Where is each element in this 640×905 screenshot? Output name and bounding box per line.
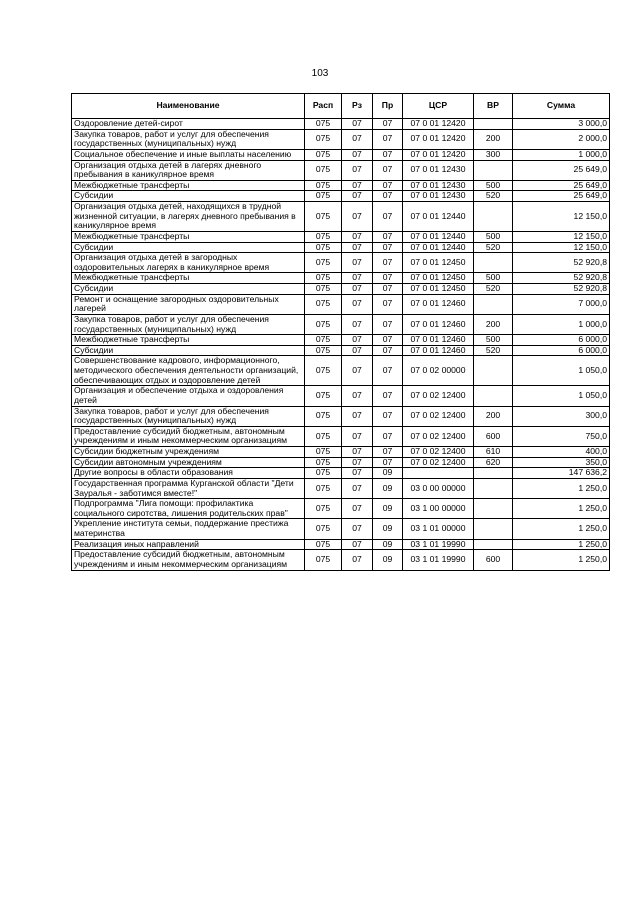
cell-name: Субсидии — [72, 242, 305, 253]
cell-vr — [474, 519, 513, 539]
cell-vr: 600 — [474, 550, 513, 570]
table-row — [72, 447, 610, 458]
cell-vr — [474, 160, 513, 180]
cell-name: Совершенствование кадрового, информационного, методического обеспечения деятельности организаций, обеспечивающих отдых и оздоровление детей — [72, 356, 305, 386]
cell-sum: 25 649,0 — [513, 160, 610, 180]
cell-vr — [474, 478, 513, 498]
cell-rz: 07 — [342, 119, 373, 130]
cell-vr — [474, 119, 513, 130]
cell-vr: 520 — [474, 191, 513, 202]
table-row — [72, 345, 610, 356]
cell-rz: 07 — [342, 129, 373, 149]
cell-rz: 07 — [342, 550, 373, 570]
budget-table — [71, 93, 610, 571]
cell-pr: 09 — [373, 550, 403, 570]
header-rasp: Расп — [305, 94, 342, 119]
cell-pr: 07 — [373, 242, 403, 253]
cell-rasp: 075 — [305, 242, 342, 253]
cell-rasp: 075 — [305, 284, 342, 295]
cell-csr: 07 0 01 12430 — [403, 180, 474, 191]
cell-rz: 07 — [342, 539, 373, 550]
cell-rasp: 075 — [305, 335, 342, 346]
table-row — [72, 284, 610, 295]
cell-csr: 07 0 02 12400 — [403, 426, 474, 446]
table-row — [72, 180, 610, 191]
cell-rz: 07 — [342, 284, 373, 295]
cell-sum: 7 000,0 — [513, 294, 610, 314]
table-row — [72, 273, 610, 284]
cell-rz: 07 — [342, 386, 373, 406]
cell-pr: 07 — [373, 129, 403, 149]
table-row — [72, 478, 610, 498]
cell-vr: 610 — [474, 447, 513, 458]
cell-name: Субсидии автономным учреждениям — [72, 457, 305, 468]
cell-name: Другие вопросы в области образования — [72, 468, 305, 479]
cell-rasp: 075 — [305, 294, 342, 314]
table-row — [72, 129, 610, 149]
cell-csr: 03 1 00 00000 — [403, 499, 474, 519]
cell-rasp: 075 — [305, 478, 342, 498]
cell-csr: 07 0 01 12450 — [403, 253, 474, 273]
cell-sum: 3 000,0 — [513, 119, 610, 130]
cell-pr: 07 — [373, 119, 403, 130]
cell-rasp: 075 — [305, 356, 342, 386]
cell-rz: 07 — [342, 253, 373, 273]
cell-rasp: 075 — [305, 499, 342, 519]
cell-csr: 03 0 00 00000 — [403, 478, 474, 498]
cell-rz: 07 — [342, 335, 373, 346]
cell-vr: 200 — [474, 406, 513, 426]
cell-csr: 07 0 02 12400 — [403, 457, 474, 468]
cell-pr: 09 — [373, 478, 403, 498]
cell-name: Межбюджетные трансферты — [72, 273, 305, 284]
cell-rz: 07 — [342, 478, 373, 498]
cell-rasp: 075 — [305, 160, 342, 180]
cell-pr: 09 — [373, 499, 403, 519]
header-sum: Сумма — [513, 94, 610, 119]
cell-pr: 07 — [373, 426, 403, 446]
table-row — [72, 335, 610, 346]
table-row — [72, 550, 610, 570]
cell-rasp: 075 — [305, 149, 342, 160]
table-row — [72, 149, 610, 160]
cell-sum: 750,0 — [513, 426, 610, 446]
cell-rasp: 075 — [305, 191, 342, 202]
cell-name: Организация отдыха детей в лагерях дневного пребывания в каникулярное время — [72, 160, 305, 180]
table-row — [72, 426, 610, 446]
cell-sum: 1 000,0 — [513, 314, 610, 334]
cell-sum: 1 000,0 — [513, 149, 610, 160]
cell-pr: 07 — [373, 447, 403, 458]
cell-pr: 07 — [373, 149, 403, 160]
cell-pr: 07 — [373, 253, 403, 273]
cell-pr: 07 — [373, 314, 403, 334]
cell-rasp: 075 — [305, 406, 342, 426]
table-row — [72, 191, 610, 202]
cell-rz: 07 — [342, 231, 373, 242]
cell-pr: 07 — [373, 191, 403, 202]
cell-rasp: 075 — [305, 539, 342, 550]
table-row — [72, 468, 610, 479]
cell-sum: 25 649,0 — [513, 180, 610, 191]
cell-rz: 07 — [342, 160, 373, 180]
cell-sum: 6 000,0 — [513, 345, 610, 356]
cell-rasp: 075 — [305, 129, 342, 149]
cell-sum: 2 000,0 — [513, 129, 610, 149]
cell-pr: 07 — [373, 284, 403, 295]
cell-rasp: 075 — [305, 273, 342, 284]
cell-sum: 147 636,2 — [513, 468, 610, 479]
cell-csr — [403, 468, 474, 479]
cell-vr: 520 — [474, 242, 513, 253]
cell-csr: 07 0 01 12430 — [403, 160, 474, 180]
header-name: Наименование — [72, 94, 305, 119]
cell-sum: 52 920,8 — [513, 284, 610, 295]
table-row — [72, 314, 610, 334]
cell-vr: 200 — [474, 314, 513, 334]
cell-sum: 350,0 — [513, 457, 610, 468]
cell-pr: 07 — [373, 356, 403, 386]
cell-name: Укрепление института семьи, поддержание престижа материнства — [72, 519, 305, 539]
cell-sum: 300,0 — [513, 406, 610, 426]
cell-vr: 520 — [474, 345, 513, 356]
cell-vr — [474, 499, 513, 519]
cell-csr: 07 0 01 12440 — [403, 202, 474, 232]
cell-csr: 03 1 01 19990 — [403, 550, 474, 570]
table-row — [72, 202, 610, 232]
cell-rasp: 075 — [305, 253, 342, 273]
cell-sum: 52 920,8 — [513, 273, 610, 284]
cell-vr: 300 — [474, 149, 513, 160]
cell-rasp: 075 — [305, 426, 342, 446]
cell-rasp: 075 — [305, 550, 342, 570]
cell-rasp: 075 — [305, 314, 342, 334]
cell-csr: 03 1 01 19990 — [403, 539, 474, 550]
table-row — [72, 294, 610, 314]
cell-vr: 520 — [474, 284, 513, 295]
table-row — [72, 253, 610, 273]
cell-rasp: 075 — [305, 519, 342, 539]
cell-name: Межбюджетные трансферты — [72, 180, 305, 191]
cell-name: Субсидии — [72, 191, 305, 202]
cell-pr: 07 — [373, 457, 403, 468]
cell-vr — [474, 202, 513, 232]
cell-rasp: 075 — [305, 457, 342, 468]
cell-sum: 52 920,8 — [513, 253, 610, 273]
table-row — [72, 539, 610, 550]
cell-name: Закупка товаров, работ и услуг для обеспечения государственных (муниципальных) нужд — [72, 129, 305, 149]
cell-name: Подпрограмма "Лига помощи: профилактика социального сиротства, лишения родительских прав" — [72, 499, 305, 519]
cell-csr: 07 0 01 12420 — [403, 149, 474, 160]
cell-rz: 07 — [342, 294, 373, 314]
table-row — [72, 519, 610, 539]
cell-vr — [474, 468, 513, 479]
cell-name: Государственная программа Курганской области "Дети Зауралья - заботимся вместе!" — [72, 478, 305, 498]
cell-pr: 09 — [373, 468, 403, 479]
cell-name: Субсидии — [72, 345, 305, 356]
cell-sum: 1 250,0 — [513, 519, 610, 539]
table-header-row — [72, 94, 610, 119]
table-row — [72, 356, 610, 386]
cell-vr — [474, 539, 513, 550]
cell-csr: 07 0 01 12460 — [403, 294, 474, 314]
cell-name: Организация отдыха детей, находящихся в трудной жизненной ситуации, в лагерях дневного пребывания в каникулярное время — [72, 202, 305, 232]
cell-pr: 09 — [373, 519, 403, 539]
cell-name: Ремонт и оснащение загородных оздоровительных лагерей — [72, 294, 305, 314]
cell-vr: 500 — [474, 273, 513, 284]
cell-sum: 1 250,0 — [513, 550, 610, 570]
cell-sum: 12 150,0 — [513, 231, 610, 242]
cell-pr: 07 — [373, 345, 403, 356]
cell-csr: 07 0 01 12430 — [403, 191, 474, 202]
cell-rz: 07 — [342, 180, 373, 191]
cell-vr — [474, 253, 513, 273]
cell-name: Межбюджетные трансферты — [72, 335, 305, 346]
cell-csr: 07 0 01 12440 — [403, 242, 474, 253]
cell-rz: 07 — [342, 191, 373, 202]
cell-sum: 1 250,0 — [513, 539, 610, 550]
table-row — [72, 242, 610, 253]
cell-vr: 620 — [474, 457, 513, 468]
cell-name: Субсидии бюджетным учреждениям — [72, 447, 305, 458]
cell-csr: 07 0 01 12450 — [403, 284, 474, 295]
cell-pr: 07 — [373, 406, 403, 426]
cell-csr: 07 0 02 12400 — [403, 386, 474, 406]
cell-csr: 07 0 01 12460 — [403, 314, 474, 334]
cell-pr: 07 — [373, 202, 403, 232]
cell-rz: 07 — [342, 149, 373, 160]
cell-name: Организация отдыха детей в загородных оздоровительных лагерях в каникулярное время — [72, 253, 305, 273]
cell-name: Реализация иных направлений — [72, 539, 305, 550]
cell-rasp: 075 — [305, 202, 342, 232]
cell-rz: 07 — [342, 202, 373, 232]
cell-rasp: 075 — [305, 180, 342, 191]
cell-name: Организация и обеспечение отдыха и оздоровления детей — [72, 386, 305, 406]
page-number: 103 — [311, 68, 329, 79]
cell-pr: 07 — [373, 180, 403, 191]
cell-rz: 07 — [342, 406, 373, 426]
cell-rz: 07 — [342, 314, 373, 334]
cell-vr: 500 — [474, 231, 513, 242]
cell-name: Социальное обеспечение и иные выплаты населению — [72, 149, 305, 160]
cell-rz: 07 — [342, 356, 373, 386]
cell-rz: 07 — [342, 447, 373, 458]
cell-pr: 09 — [373, 539, 403, 550]
table-row — [72, 160, 610, 180]
table-row — [72, 386, 610, 406]
cell-rasp: 075 — [305, 345, 342, 356]
cell-pr: 07 — [373, 160, 403, 180]
cell-vr: 200 — [474, 129, 513, 149]
cell-sum: 12 150,0 — [513, 202, 610, 232]
header-rz: Рз — [342, 94, 373, 119]
cell-csr: 07 0 01 12460 — [403, 345, 474, 356]
cell-name: Закупка товаров, работ и услуг для обеспечения государственных (муниципальных) нужд — [72, 406, 305, 426]
cell-rasp: 075 — [305, 447, 342, 458]
cell-csr: 07 0 01 12440 — [403, 231, 474, 242]
cell-pr: 07 — [373, 231, 403, 242]
cell-rasp: 075 — [305, 119, 342, 130]
cell-csr: 07 0 01 12450 — [403, 273, 474, 284]
cell-vr: 500 — [474, 335, 513, 346]
cell-pr: 07 — [373, 335, 403, 346]
cell-name: Предоставление субсидий бюджетным, автономным учреждениям и иным некоммерческим организациям — [72, 550, 305, 570]
cell-name: Предоставление субсидий бюджетным, автономным учреждениям и иным некоммерческим организациям — [72, 426, 305, 446]
cell-vr — [474, 294, 513, 314]
cell-rasp: 075 — [305, 231, 342, 242]
cell-rz: 07 — [342, 242, 373, 253]
cell-rasp: 075 — [305, 386, 342, 406]
cell-csr: 07 0 01 12420 — [403, 119, 474, 130]
cell-rz: 07 — [342, 468, 373, 479]
cell-pr: 07 — [373, 273, 403, 284]
cell-rasp: 075 — [305, 468, 342, 479]
cell-vr: 500 — [474, 180, 513, 191]
cell-rz: 07 — [342, 519, 373, 539]
cell-sum: 12 150,0 — [513, 242, 610, 253]
cell-sum: 1 050,0 — [513, 386, 610, 406]
cell-csr: 07 0 02 12400 — [403, 406, 474, 426]
cell-sum: 400,0 — [513, 447, 610, 458]
cell-name: Субсидии — [72, 284, 305, 295]
cell-csr: 03 1 01 00000 — [403, 519, 474, 539]
cell-sum: 6 000,0 — [513, 335, 610, 346]
header-vr: ВР — [474, 94, 513, 119]
cell-rz: 07 — [342, 273, 373, 284]
cell-sum: 25 649,0 — [513, 191, 610, 202]
table-row — [72, 119, 610, 130]
cell-vr: 600 — [474, 426, 513, 446]
cell-csr: 07 0 02 00000 — [403, 356, 474, 386]
cell-rz: 07 — [342, 345, 373, 356]
cell-name: Закупка товаров, работ и услуг для обеспечения государственных (муниципальных) нужд — [72, 314, 305, 334]
cell-sum: 1 250,0 — [513, 499, 610, 519]
cell-pr: 07 — [373, 294, 403, 314]
cell-pr: 07 — [373, 386, 403, 406]
cell-sum: 1 050,0 — [513, 356, 610, 386]
table-row — [72, 499, 610, 519]
cell-sum: 1 250,0 — [513, 478, 610, 498]
cell-rz: 07 — [342, 499, 373, 519]
cell-name: Оздоровление детей-сирот — [72, 119, 305, 130]
cell-vr — [474, 356, 513, 386]
table-row — [72, 231, 610, 242]
cell-csr: 07 0 01 12420 — [403, 129, 474, 149]
cell-csr: 07 0 02 12400 — [403, 447, 474, 458]
header-pr: Пр — [373, 94, 403, 119]
header-csr: ЦСР — [403, 94, 474, 119]
table-row — [72, 457, 610, 468]
cell-name: Межбюджетные трансферты — [72, 231, 305, 242]
cell-rz: 07 — [342, 426, 373, 446]
cell-vr — [474, 386, 513, 406]
cell-rz: 07 — [342, 457, 373, 468]
table-row — [72, 406, 610, 426]
cell-csr: 07 0 01 12460 — [403, 335, 474, 346]
